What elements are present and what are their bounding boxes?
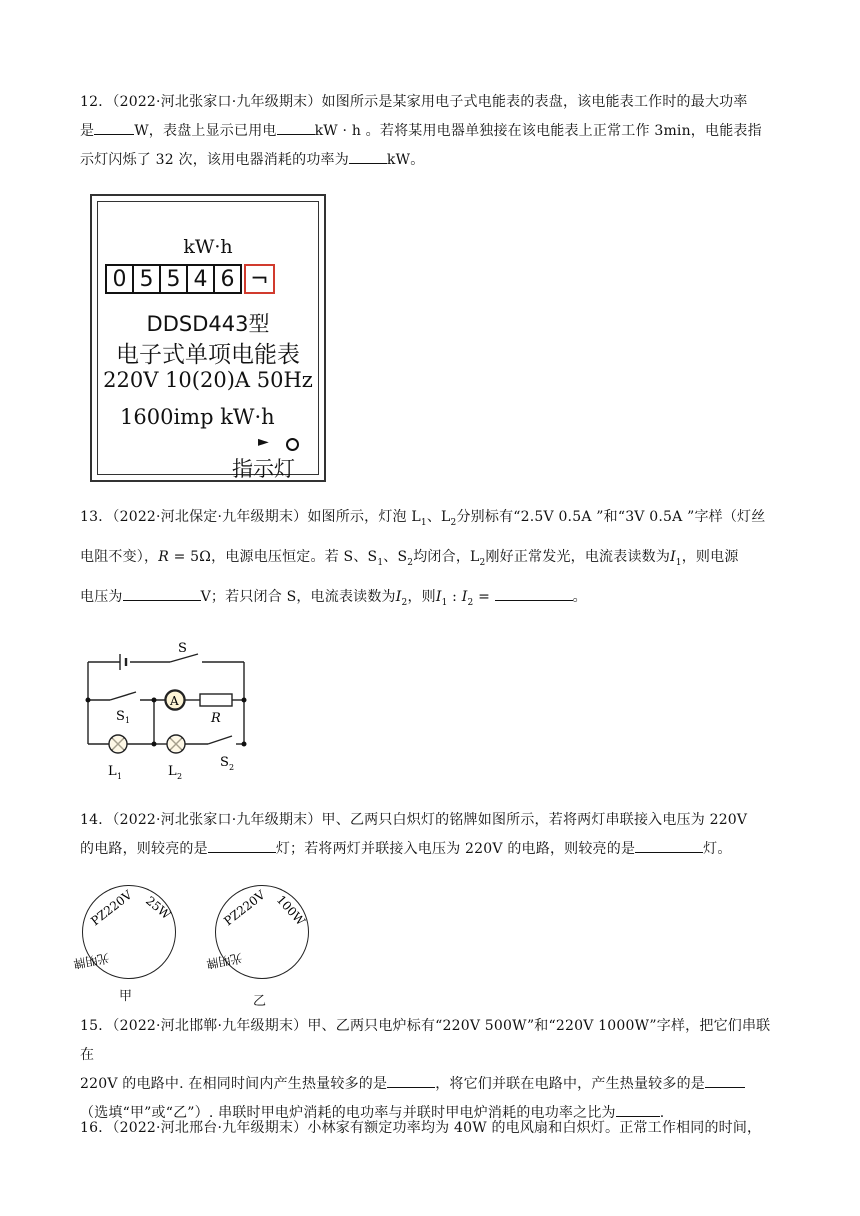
ammeter-label: A bbox=[170, 694, 179, 708]
answer-blank[interactable] bbox=[94, 119, 134, 135]
meter-digit: 5 bbox=[159, 264, 188, 294]
answer-blank[interactable] bbox=[495, 585, 573, 601]
question-16 bbox=[80, 1114, 782, 1143]
meter-panel bbox=[97, 201, 319, 481]
meter-digit: 6 bbox=[213, 264, 242, 294]
answer-blank[interactable] bbox=[349, 148, 387, 164]
bulb-nameplate-yi bbox=[205, 885, 309, 979]
bulb-brand: 光明牌 bbox=[72, 950, 111, 971]
answer-blank[interactable] bbox=[277, 119, 315, 135]
meter-digits bbox=[105, 264, 273, 294]
indicator-light-icon bbox=[286, 438, 299, 451]
answer-blank[interactable] bbox=[387, 1072, 435, 1088]
label-L2: L bbox=[168, 764, 177, 779]
q16-line1: 16．（2022·河北邢台·九年级期末）小林家有额定功率均为 40W 的电风扇和白炽灯。正常工作相同的时间， bbox=[80, 1120, 762, 1136]
meter-digit: 0 bbox=[105, 264, 134, 294]
q12-line3: 示灯闪烁了 32 次，该用电器消耗的功率为 kW。 bbox=[80, 146, 782, 175]
question-14 bbox=[80, 806, 782, 864]
q15-line1: 15．（2022·河北邯郸·九年级期末）甲、乙两只电炉标有“220V 500W”和“220V 1000W”字样，把它们串联在 bbox=[80, 1018, 771, 1063]
bulb-rating: PZ220V bbox=[221, 887, 268, 929]
answer-blank[interactable] bbox=[123, 585, 201, 601]
question-13 bbox=[80, 500, 782, 619]
bulb-label-jia: 甲 bbox=[119, 989, 133, 1004]
q14-line2: 的电路，则较亮的是 灯；若将两灯并联接入电压为 220V 的电路，则较亮的是 灯。 bbox=[80, 835, 782, 864]
answer-blank[interactable] bbox=[705, 1072, 745, 1088]
label-L1: L bbox=[108, 764, 117, 779]
meter-digit-decimal: ¬ bbox=[244, 264, 275, 294]
q13-line2: 电阻不变），R = 5Ω，电源电压恒定。若 S、$S_1$、$S_2$均闭合，$L_2$刚好正常发光，电流表读数为$I_1$，则电源 bbox=[80, 548, 739, 568]
q12-line2: 是 W，表盘上显示已用电 kW · h 。若将某用电器单独接在该电能表上正常工作 3min，电能表指 bbox=[80, 117, 782, 146]
meter-name: 电子式单项电能表 bbox=[116, 342, 300, 368]
meter-light-label: 指示灯 bbox=[232, 457, 295, 481]
circuit-diagram bbox=[80, 632, 260, 792]
meter-spec: 220V 10(20)A 50Hz bbox=[103, 368, 313, 392]
question-15 bbox=[80, 1012, 782, 1128]
q15-line3: （选填“甲”或“乙”）. 串联时甲电炉消耗的电功率与并联时甲电炉消耗的电功率之比为 . bbox=[80, 1099, 782, 1128]
meter-unit: kW·h bbox=[183, 236, 233, 258]
bulb-power: 25W bbox=[143, 893, 174, 923]
arrow-icon: ► bbox=[258, 434, 269, 450]
label-S1: S bbox=[116, 709, 125, 724]
electric-meter-figure bbox=[90, 194, 326, 482]
answer-blank[interactable] bbox=[208, 837, 276, 853]
bulb-nameplate-jia bbox=[72, 885, 176, 979]
label-S2-sub: 2 bbox=[229, 763, 235, 772]
meter-model: DDSD443型 bbox=[146, 312, 270, 336]
q13-line1: 13．（2022·河北保定·九年级期末）如图所示，灯泡 $L_1$、$L_2$分别标有“2.5V 0.5A ”和“3V 0.5A ”字样（灯丝 bbox=[80, 509, 766, 528]
answer-blank[interactable] bbox=[635, 837, 703, 853]
bulb-brand: 光明牌 bbox=[205, 950, 244, 971]
bulb-power: 100W bbox=[273, 892, 308, 929]
q13-line3: 电压为 V；若只闭合 S，电流表读数为$I_2$，则$I_1$ : $I_2$ = 。 bbox=[80, 580, 782, 620]
meter-imp: 1600imp kW·h bbox=[120, 405, 275, 429]
label-S2: S bbox=[220, 755, 229, 770]
question-12 bbox=[80, 88, 782, 175]
label-L1-sub: 1 bbox=[117, 772, 123, 781]
label-L2-sub: 2 bbox=[177, 772, 183, 781]
label-S1-sub: 1 bbox=[125, 716, 131, 725]
meter-digit: 4 bbox=[186, 264, 215, 294]
q12-line1: 12．（2022·河北张家口·九年级期末）如图所示是某家用电子式电能表的表盘，该电能表工作时的最大功率 bbox=[80, 94, 748, 110]
meter-digit: 5 bbox=[132, 264, 161, 294]
bulb-label-yi: 乙 bbox=[253, 994, 267, 1009]
label-S: S bbox=[178, 641, 187, 656]
q14-line1: 14．（2022·河北张家口·九年级期末）甲、乙两只白炽灯的铭牌如图所示，若将两灯串联接入电压为 220V bbox=[80, 812, 748, 828]
label-R: R bbox=[211, 711, 221, 726]
bulb-rating: PZ220V bbox=[88, 887, 135, 929]
q15-line2: 220V 的电路中. 在相同时间内产生热量较多的是 ，将它们并联在电路中，产生热量较多的是 bbox=[80, 1070, 782, 1099]
